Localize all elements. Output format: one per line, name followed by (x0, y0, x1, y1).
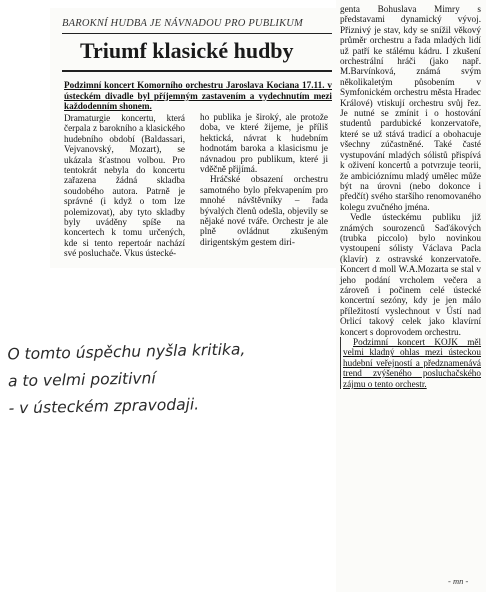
article-lead (64, 80, 332, 112)
column-3-closing-paragraph: Podzimní koncert KOJK měl velmi kladný ohlas mezi ústeckou hudební veřejností a předznamenává trend zvýšeného posluchačského zájmu o tento orchestr. (340, 337, 481, 389)
handwritten-line-1: O tomto úspěchu nyšla kritika, (7, 340, 246, 364)
article-column-2 (200, 112, 328, 247)
article-kicker: BAROKNÍ HUDBA JE NÁVNADOU PRO PUBLIKUM (62, 18, 303, 29)
article-column-1 (64, 113, 185, 259)
column-3-paragraph-1: genta Bohuslava Mimry s představami dynamický vývoj. Přiznivý je stav, kdy se snížil věkový průměr orchestru a řada mladých lidí už patří ke stálému kádru. I zkušení orchestrální hráči (jako např. M.Barvínková, známá svým několikaletým působením v Symfonickém orchestru města Hradec Králové) vtiskují orchestru svůj řez. Je nutné se zmínit i o hostování studentů pardubické konzervatoře, které se už stává tradicí a obohacuje všechny zúčastněné. Také časté vystupování mladých sólistů přispívá k oživení koncertů a potvrzuje teorii, že ambicióznímu mladý umělec může být na úrovni (nebo dokonce i předčít) svého staršího renomovaného kolegu zvučného jména. (340, 4, 481, 212)
column-3-paragraph-2: Vedle ústeckému publiku již známých sourozenců Saďákových (trubka piccolo) bylo novinkou vystoupení sólisty Václava Pacla (klavír) z ostravské konzervatoře. Koncert d moll W.A.Mozarta se stal v jeho podání vrcholem večera a zároveň i počinem celé ústecké koncertní sezóny, kdy je jen málo příležitostí vyslechnout v Ústí nad Orlicí takový celek jako klavírní koncert s doprovodem orchestru. (340, 212, 481, 337)
article-title: Triumf klasické hudby (80, 38, 294, 63)
column-1-paragraph-1: Dramaturgie koncertu, která čerpala z barokního a klasického hudebního období (Baldassari, Vejvanovský, Mozart), se ukázala šťastnou volbou. Pro tentokrát nebyla do koncertu zařazena žádná skladba soudobého autora. Patrně je správné (i když o tom lze polemizovat), aby tyto skladby byly uváděny spíše na koncertech k tomu určených, kde si tento repertoár nachází své posluchače. Vkus ústecké- (64, 113, 185, 259)
lead-text: Podzimní koncert Komorního orchestru Jaroslava Kociana 17.11. v ústeckém divadle byl příjemným zastavením a vydechnutím mezi každodenním shonem. (64, 80, 332, 112)
title-rule (62, 70, 332, 72)
column-2-paragraph-1: ho publika je široký, ale protože doba, ve které žijeme, je příliš hektická, návrat k hudebním hodnotám baroka a klasicismu je návnadou pro publikum, které ji vděčně přijímá. (200, 112, 328, 175)
column-2-paragraph-2: Hráčské obsazení orchestru samotného bylo překvapením pro mnohé návštěvníky – řada bývalých členů odešla, objevily se nějaké nové tváře. Orchestr je ale plně ovládnut zkušeným dirigentským gestem diri- (200, 174, 328, 247)
article-column-3 (340, 4, 481, 389)
author-signature: - mn - (448, 576, 469, 586)
handwritten-line-3: - v ústeckém zpravodaji. (8, 395, 200, 418)
kicker-rule (62, 33, 332, 34)
handwritten-line-2: a to velmi pozitivní (7, 369, 156, 391)
handwritten-note (7, 335, 329, 423)
